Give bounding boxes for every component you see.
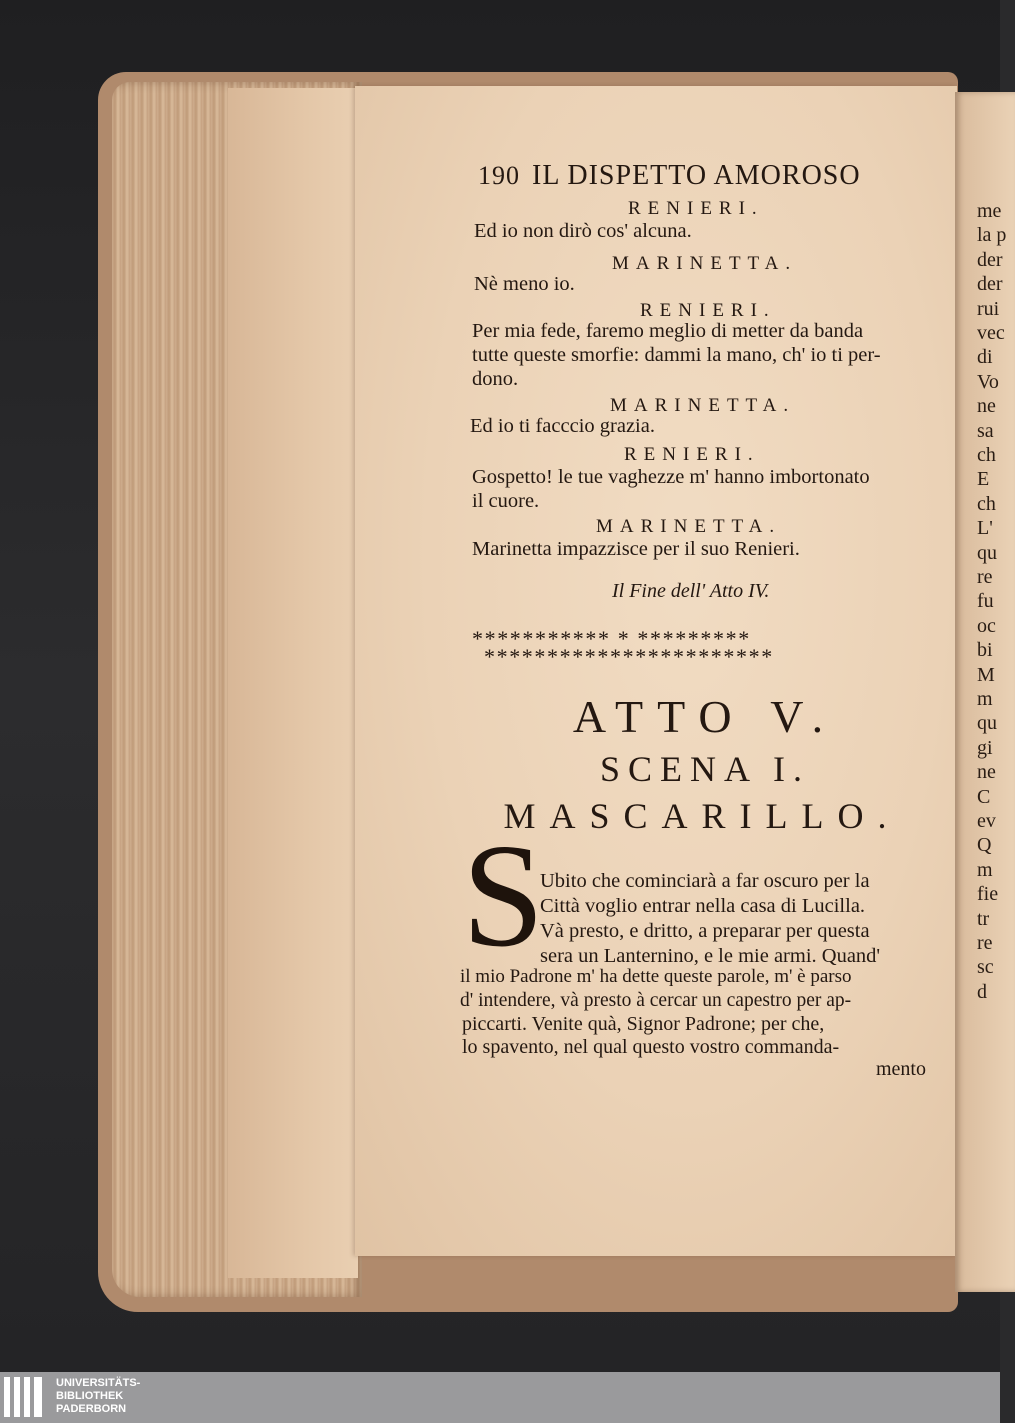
body-line: il mio Padrone m' ha dette queste parole, m' è parso	[460, 966, 852, 987]
facing-page-fragment: la p	[977, 224, 1007, 247]
scene-title: SCENA I.	[599, 749, 811, 789]
speaker-renieri: RENIERI.	[624, 444, 760, 465]
facing-page-fragment: M	[977, 663, 995, 686]
speaker-renieri: RENIERI.	[628, 198, 764, 219]
facing-page-fragment: d	[977, 980, 987, 1003]
dialogue-line: Ed io ti facccio grazia.	[470, 415, 655, 437]
facing-page-fragment: re	[977, 932, 993, 954]
facing-page	[955, 92, 1015, 1292]
facing-page-fragment: ne	[977, 761, 996, 784]
facing-page-fragment: bi	[977, 639, 993, 662]
facing-page-fragment: m	[977, 858, 993, 881]
facing-page-fragment: fu	[977, 590, 994, 613]
facing-page-fragment: fie	[977, 883, 999, 906]
facing-page-fragment: tr	[977, 907, 990, 930]
facing-page-fragment: vec	[977, 322, 1005, 344]
facing-page-fragment: gi	[977, 736, 993, 759]
inner-margin	[228, 88, 358, 1278]
library-footer	[0, 1372, 1000, 1423]
speaker-marinetta: MARINETTA.	[596, 516, 782, 537]
facing-page-fragment: re	[977, 566, 993, 588]
speaker-marinetta: MARINETTA.	[610, 395, 796, 416]
dialogue-line: Per mia fede, faremo meglio di metter da banda	[472, 320, 864, 342]
ornament-row: ***********************	[484, 644, 774, 669]
body-line: d' intendere, và presto à cercar un capestro per ap-	[460, 990, 852, 1011]
dialogue-line: Marinetta impazzisce per il suo Renieri.	[472, 538, 800, 560]
dialogue-line: il cuore.	[472, 490, 540, 512]
facing-page-fragment: ch	[977, 444, 996, 466]
facing-page-fragment: qu	[977, 712, 997, 735]
facing-page-fragment: Vo	[977, 370, 999, 393]
running-head-title: IL DISPETTO AMOROSO	[532, 160, 861, 191]
speaker-renieri: RENIERI.	[640, 300, 776, 321]
ornament-row: *********** * *********	[472, 626, 751, 651]
facing-page-fragment: sa	[977, 419, 994, 442]
body-line: sera un Lanternino, e le mie armi. Quand'	[540, 945, 881, 967]
dialogue-line: Ed io non dirò cos' alcuna.	[474, 220, 692, 242]
page-number: 190	[478, 161, 520, 190]
facing-page-fragment: der	[977, 273, 1003, 296]
scene-speaker: MASCARILLO.	[503, 796, 901, 836]
running-head	[478, 160, 861, 192]
facing-page-fragment: m	[977, 688, 993, 710]
body-line: Ubito che cominciarà a far oscuro per la	[540, 870, 870, 892]
facing-page-fragment: ev	[977, 810, 996, 832]
drop-cap: S	[462, 814, 545, 978]
catchword: mento	[876, 1058, 926, 1080]
facing-page-fragment: E	[977, 468, 990, 491]
body-line: Città voglio entrar nella casa di Lucilla.	[540, 895, 866, 917]
facing-page-fragment: der	[977, 248, 1003, 271]
library-name: UNIVERSITÄTS- BIBLIOTHEK PADERBORN	[56, 1377, 141, 1415]
facing-page-fragment: Q	[977, 834, 992, 857]
body-line: Và presto, e dritto, a preparar per questa	[540, 920, 870, 942]
facing-page-fragment: C	[977, 785, 991, 808]
facing-page-fragment: rui	[977, 297, 1000, 320]
dialogue-line: dono.	[472, 368, 519, 390]
body-line: lo spavento, nel qual questo vostro commanda-	[462, 1036, 840, 1058]
facing-page-fragment: sc	[977, 956, 994, 979]
dialogue-line: Nè meno io.	[474, 273, 575, 295]
facing-page-fragment: di	[977, 346, 993, 369]
facing-page-fragment: ch	[977, 492, 996, 515]
speaker-marinetta: MARINETTA.	[612, 253, 798, 274]
body-line: piccarti. Venite quà, Signor Padrone; per che,	[462, 1013, 825, 1035]
dialogue-line: tutte queste smorfie: dammi la mano, ch' io ti per-	[472, 344, 881, 366]
facing-page-fragment: ne	[977, 395, 996, 418]
facing-page-fragment: me	[977, 200, 1002, 222]
act-title: ATTO V.	[572, 691, 838, 742]
dialogue-line: Gospetto! le tue vaghezze m' hanno imbortonato	[472, 466, 870, 488]
facing-page-fragment: qu	[977, 541, 997, 564]
facing-page-fragment: L'	[977, 517, 993, 540]
end-of-act-note: Il Fine dell' Atto IV.	[612, 580, 770, 602]
facing-page-fragment: oc	[977, 614, 996, 637]
